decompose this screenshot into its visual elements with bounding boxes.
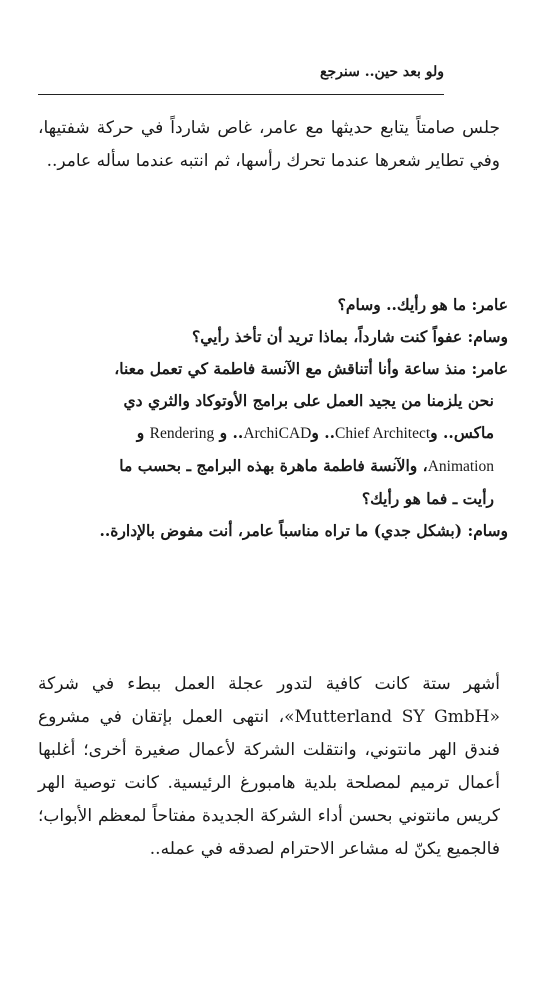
narrative-paragraph-2: أشهر ستة كانت كافية لتدور عجلة العمل ببطء في شركة «Mutterland SY GmbH»، انتهى العمل بإتقان في مشروع فندق الهر مانتوني، وانتقلت الشركة لأعمال صغيرة أخرى؛ أغلبها أعمال ترميم لمصلحة بلدية هامبورغ الرئيسية. كانت توصية الهر كريس مانتوني بحسن أداء الشركة الجديدة مفتاحاً لمعظم الأبواب؛ فالجميع يكنّ له مشاعر الاحترام لصدقه في عمله.. bbox=[38, 674, 500, 859]
dialogue-text: ماكس.. و bbox=[430, 423, 494, 442]
dialogue-text: و bbox=[136, 423, 150, 442]
dialogue-line: عامر: ما هو رأيك.. وسام؟ bbox=[337, 295, 508, 314]
dialogue-line bbox=[34, 417, 508, 450]
dialogue-line: وسام: (بشكل جدي) ما تراه مناسباً عامر، أنت مفوض بالإدارة.. bbox=[99, 521, 508, 540]
dialogue-text: .. و bbox=[311, 423, 336, 442]
dialogue-line bbox=[34, 450, 508, 483]
header-rule bbox=[38, 94, 444, 95]
dialogue-line: رأيت ـ فما هو رأيك؟ bbox=[361, 489, 494, 508]
running-header: ولو بعد حين.. سنرجع bbox=[320, 64, 444, 80]
dialogue-line: نحن يلزمنا من يجيد العمل على برامج الأوتوكاد والثري دي bbox=[123, 391, 494, 410]
dialogue-line: وسام: عفواً كنت شارداً، بماذا تريد أن تأخذ رأيي؟ bbox=[192, 327, 508, 346]
dialogue-block bbox=[34, 289, 508, 547]
software-name: ArchiCAD bbox=[243, 425, 312, 442]
narrative-paragraph-1: جلس صامتاً يتابع حديثها مع عامر، غاص شارداً في حركة شفتيها، وفي تطاير شعرها عندما تحرك رأسها، ثم انتبه عندما سأله عامر.. bbox=[38, 118, 500, 171]
software-name: Animation bbox=[427, 458, 494, 475]
dialogue-text: .. و bbox=[214, 423, 244, 442]
dialogue-text: ، والآنسة فاطمة ماهرة بهذه البرامج ـ بحسب ما bbox=[119, 456, 428, 475]
software-name: Rendering bbox=[149, 425, 215, 442]
software-name: Chief Architect bbox=[335, 425, 431, 442]
dialogue-line: عامر: منذ ساعة وأنا أتناقش مع الآنسة فاطمة كي تعمل معنا، bbox=[114, 359, 508, 378]
